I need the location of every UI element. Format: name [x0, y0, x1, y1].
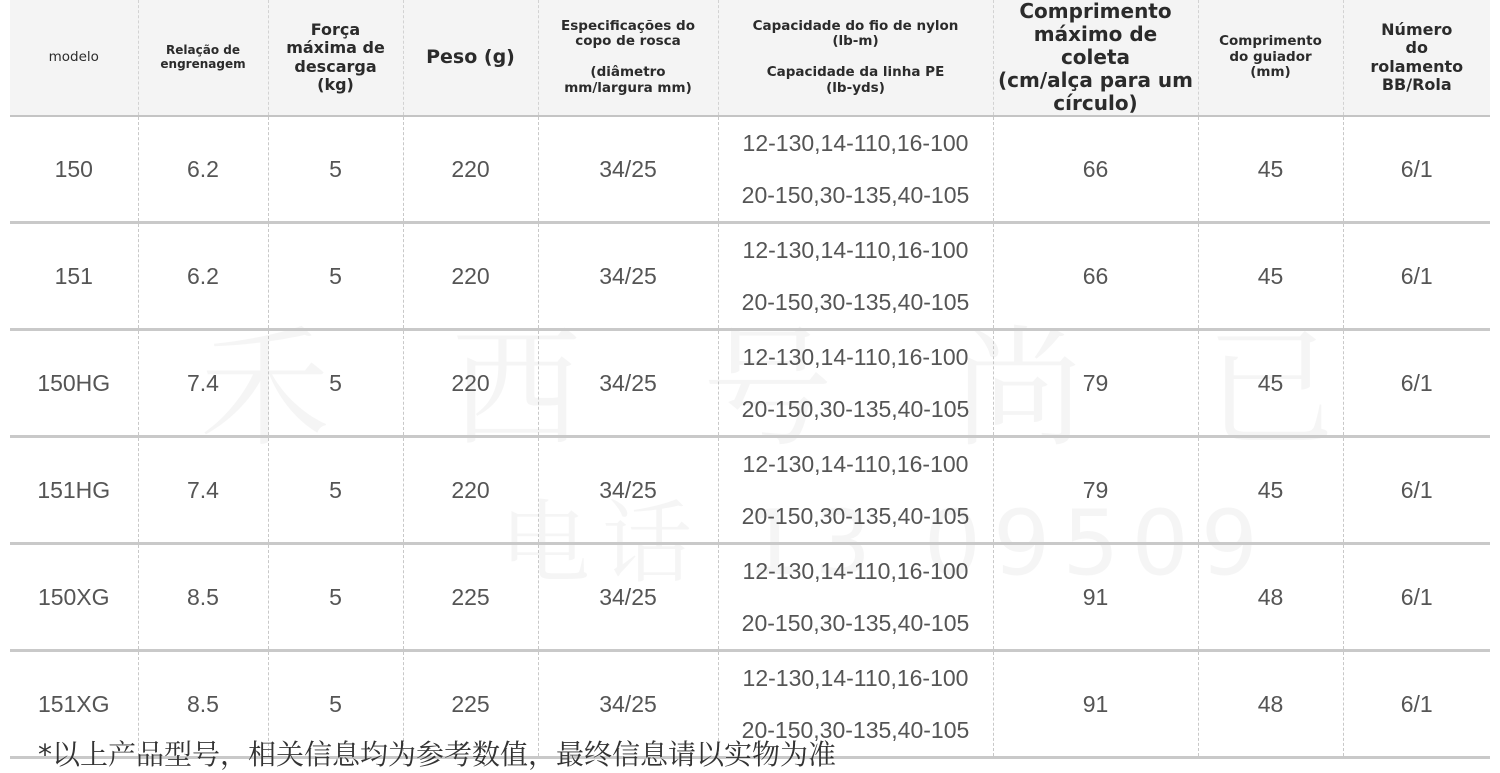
cell-gear-ratio: 7.4: [138, 330, 268, 437]
header-max-drag: Força máxima de descarga (kg): [268, 0, 403, 116]
table-row: [10, 437, 1490, 544]
cell-weight: 220: [403, 223, 538, 330]
cell-model: 151: [10, 223, 138, 330]
cell-model: 150: [10, 116, 138, 223]
nylon-capacity: 12-130,14-110,16-100: [742, 237, 969, 263]
cell-gear-ratio: 7.4: [138, 437, 268, 544]
cell-line-capacity: [718, 544, 993, 651]
spec-table: [10, 0, 1490, 759]
pe-capacity: 20-150,30-135,40-105: [741, 289, 970, 315]
cell-max-retrieve: 66: [993, 223, 1198, 330]
header-spool-spec: Especificações do copo de rosca (diâmetro mm/largura mm): [538, 0, 718, 116]
cell-model: 150XG: [10, 544, 138, 651]
cell-line-capacity: [718, 223, 993, 330]
cell-max-retrieve: 79: [993, 330, 1198, 437]
cell-model: 150HG: [10, 330, 138, 437]
cell-gear-ratio: 6.2: [138, 223, 268, 330]
header-line-capacity: Capacidade do fio de nylon (lb-m) Capacidade da linha PE (lb-yds): [718, 0, 993, 116]
cell-spool-spec: 34/25: [538, 651, 718, 758]
header-max-retrieve: Comprimento máximo de coleta (cm/alça para um círculo): [993, 0, 1198, 116]
table-row: [10, 116, 1490, 223]
cell-spool-spec: 34/25: [538, 116, 718, 223]
header-bearings: Número do rolamento BB/Rola: [1343, 0, 1490, 116]
cell-handle-length: 48: [1198, 544, 1343, 651]
table-row: [10, 223, 1490, 330]
pe-capacity: 20-150,30-135,40-105: [741, 610, 970, 636]
cell-max-retrieve: 91: [993, 544, 1198, 651]
footnote: *以上产品型号，相关信息均为参考数值，最终信息请以实物为准: [38, 738, 837, 771]
nylon-capacity: 12-130,14-110,16-100: [742, 130, 969, 156]
header-model: modelo: [10, 0, 138, 116]
cell-weight: 220: [403, 330, 538, 437]
nylon-capacity: 12-130,14-110,16-100: [742, 344, 969, 370]
nylon-capacity: 12-130,14-110,16-100: [742, 451, 969, 477]
cell-max-drag: 5: [268, 116, 403, 223]
cell-weight: 225: [403, 651, 538, 758]
cell-handle-length: 45: [1198, 116, 1343, 223]
cell-gear-ratio: 8.5: [138, 544, 268, 651]
header-row: [10, 0, 1490, 116]
cell-max-retrieve: 91: [993, 651, 1198, 758]
table-row: [10, 544, 1490, 651]
pe-capacity: 20-150,30-135,40-105: [741, 503, 970, 529]
table-row: [10, 330, 1490, 437]
cell-bearings: 6/1: [1343, 223, 1490, 330]
cell-bearings: 6/1: [1343, 651, 1490, 758]
pe-capacity: 20-150,30-135,40-105: [741, 182, 970, 208]
cell-bearings: 6/1: [1343, 330, 1490, 437]
cell-bearings: 6/1: [1343, 116, 1490, 223]
cell-max-drag: 5: [268, 651, 403, 758]
cell-line-capacity: [718, 330, 993, 437]
cell-line-capacity: [718, 116, 993, 223]
cell-model: 151XG: [10, 651, 138, 758]
cell-max-drag: 5: [268, 330, 403, 437]
cell-handle-length: 45: [1198, 437, 1343, 544]
cell-spool-spec: 34/25: [538, 437, 718, 544]
cell-gear-ratio: 6.2: [138, 116, 268, 223]
cell-bearings: 6/1: [1343, 437, 1490, 544]
cell-weight: 220: [403, 116, 538, 223]
cell-spool-spec: 34/25: [538, 330, 718, 437]
cell-max-retrieve: 66: [993, 116, 1198, 223]
cell-weight: 220: [403, 437, 538, 544]
header-handle-length: Comprimento do guiador (mm): [1198, 0, 1343, 116]
cell-spool-spec: 34/25: [538, 223, 718, 330]
cell-max-drag: 5: [268, 223, 403, 330]
pe-capacity: 20-150,30-135,40-105: [741, 396, 970, 422]
cell-line-capacity: [718, 437, 993, 544]
cell-spool-spec: 34/25: [538, 544, 718, 651]
cell-handle-length: 45: [1198, 223, 1343, 330]
cell-max-retrieve: 79: [993, 437, 1198, 544]
cell-model: 151HG: [10, 437, 138, 544]
header-weight: Peso (g): [403, 0, 538, 116]
header-gear-ratio: Relação de engrenagem: [138, 0, 268, 116]
nylon-capacity: 12-130,14-110,16-100: [742, 558, 969, 584]
pe-capacity: 20-150,30-135,40-105: [741, 717, 970, 743]
cell-handle-length: 48: [1198, 651, 1343, 758]
cell-max-drag: 5: [268, 437, 403, 544]
cell-max-drag: 5: [268, 544, 403, 651]
cell-bearings: 6/1: [1343, 544, 1490, 651]
cell-gear-ratio: 8.5: [138, 651, 268, 758]
nylon-capacity: 12-130,14-110,16-100: [742, 665, 969, 691]
cell-weight: 225: [403, 544, 538, 651]
cell-handle-length: 45: [1198, 330, 1343, 437]
